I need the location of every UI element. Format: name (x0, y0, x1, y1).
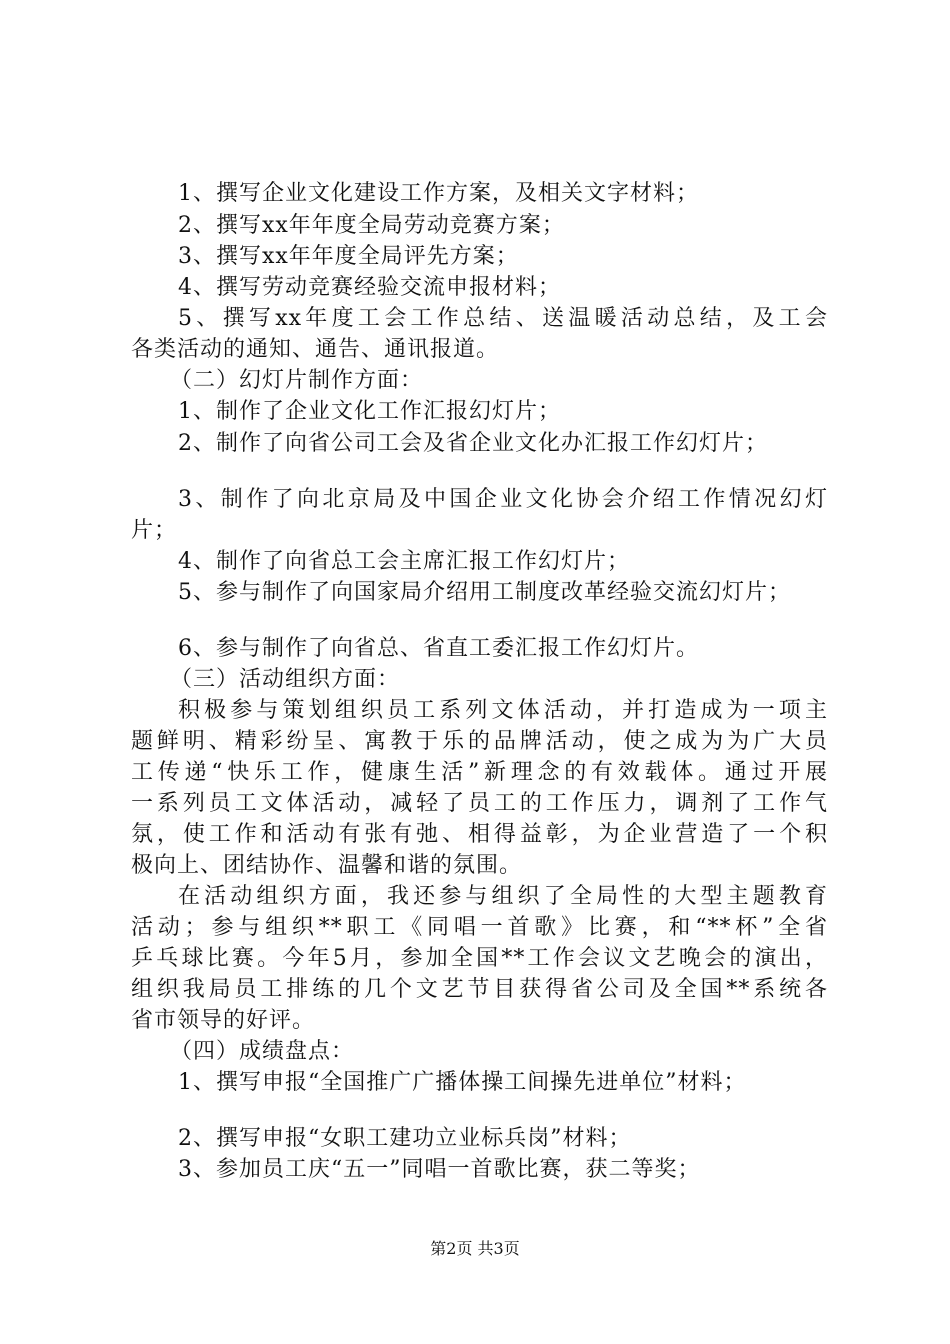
paragraph-line: 各类活动的通知、通告、通讯报道。 (131, 337, 500, 362)
paragraph-line: 1、撰写企业文化建设工作方案，及相关文字材料； (178, 181, 699, 206)
paragraph-line: 省市领导的好评。 (131, 1008, 316, 1033)
paragraph-line: 在活动组织方面，我还参与组织了全局性的大型主题教育 (178, 884, 828, 909)
paragraph-line: 2、制作了向省公司工会及省企业文化办汇报工作幻灯片； (178, 431, 768, 456)
section-heading: （二）幻灯片制作方面： (170, 368, 424, 393)
paragraph-line: 2、撰写xx年年度全局劳动竞赛方案； (178, 213, 565, 238)
paragraph-line: 1、制作了企业文化工作汇报幻灯片； (178, 399, 561, 424)
paragraph-line: 乒乓球比赛。今年5月，参加全国**工作会议文艺晚会的演出， (131, 946, 828, 971)
paragraph-line: 积极参与策划组织员工系列文体活动，并打造成为一项主 (178, 698, 828, 723)
section-heading: （四）成绩盘点： (170, 1039, 355, 1064)
paragraph-line: 3、撰写xx年年度全局评先方案； (178, 244, 519, 269)
paragraph-line: 3、制作了向北京局及中国企业文化协会介绍工作情况幻灯 (178, 487, 828, 512)
paragraph-line: 极向上、团结协作、温馨和谐的氛围。 (131, 853, 523, 878)
paragraph-line: 5、撰写xx年度工会工作总结、送温暖活动总结，及工会 (178, 306, 828, 331)
paragraph-line: 4、撰写劳动竞赛经验交流申报材料； (178, 275, 561, 300)
paragraph-line: 一系列员工文体活动，减轻了员工的工作压力，调剂了工作气 (131, 791, 828, 816)
paragraph-line: 3、参加员工庆“五一”同唱一首歌比赛，获二等奖； (178, 1157, 701, 1182)
paragraph-line: 1、撰写申报“全国推广广播体操工间操先进单位”材料； (178, 1070, 747, 1095)
paragraph-line: 组织我局员工排练的几个文艺节目获得省公司及全国**系统各 (131, 977, 828, 1002)
page-footer: 第2页 共3页 (430, 1239, 520, 1258)
paragraph-line: 工传递“快乐工作，健康生活”新理念的有效载体。通过开展 (131, 760, 828, 785)
paragraph-line: 氛，使工作和活动有张有弛、相得益彰，为企业营造了一个积 (131, 822, 828, 847)
paragraph-line: 片； (131, 518, 178, 543)
paragraph-line: 2、撰写申报“女职工建功立业标兵岗”材料； (178, 1126, 632, 1151)
paragraph-line: 4、制作了向省总工会主席汇报工作幻灯片； (178, 549, 630, 574)
section-heading: （三）活动组织方面： (170, 667, 401, 692)
paragraph-line: 6、参与制作了向省总、省直工委汇报工作幻灯片。 (178, 636, 699, 661)
paragraph-line: 题鲜明、精彩纷呈、寓教于乐的品牌活动，使之成为为广大员 (131, 729, 828, 754)
paragraph-line: 活动；参与组织**职工《同唱一首歌》比赛，和“**杯”全省 (131, 915, 828, 940)
paragraph-line: 5、参与制作了向国家局介绍用工制度改革经验交流幻灯片； (178, 580, 791, 605)
